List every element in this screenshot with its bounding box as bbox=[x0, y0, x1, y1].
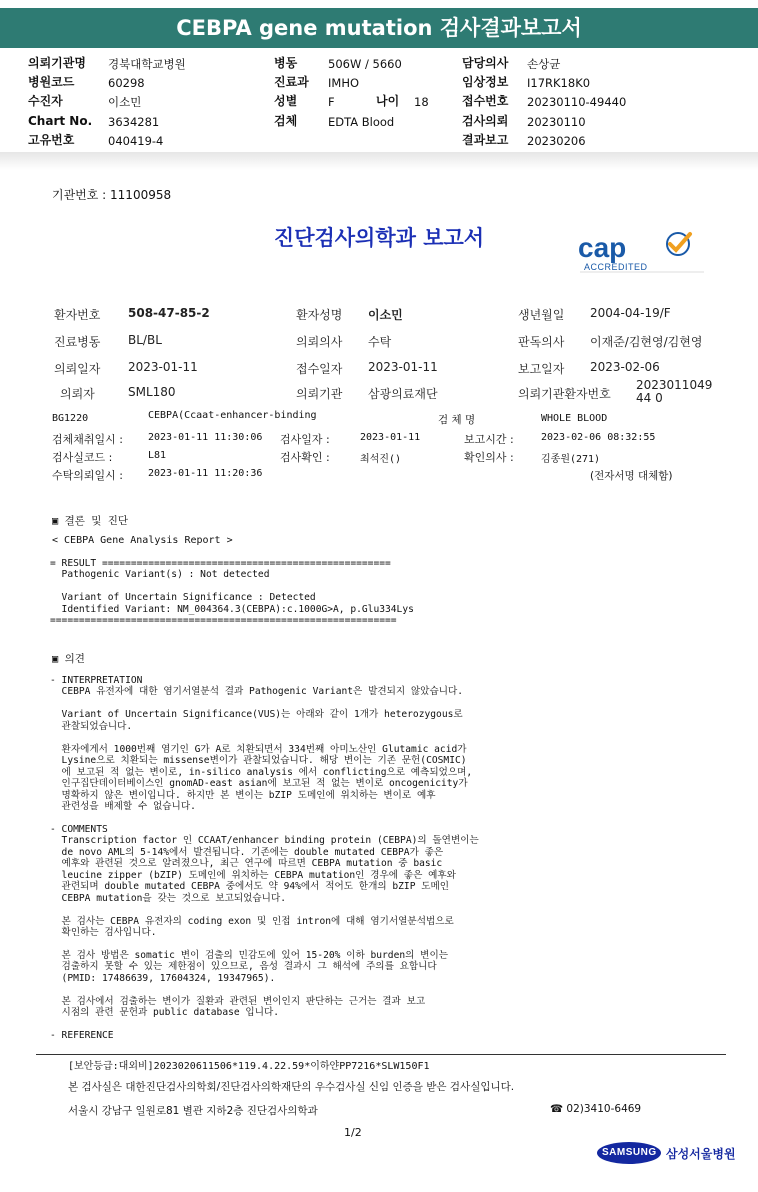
cap-text: cap bbox=[578, 232, 627, 263]
banner-title: CEBPA gene mutation 검사결과보고서 bbox=[0, 8, 758, 48]
grid-label: 의뢰의사 bbox=[296, 335, 343, 349]
header-value: 경북대학교병원 bbox=[108, 57, 186, 71]
header-label: 고유번호 bbox=[28, 133, 75, 147]
info-value: 김종원(271) bbox=[541, 454, 601, 465]
grid-label: 의뢰일자 bbox=[54, 362, 101, 376]
info-value: 최석진() bbox=[360, 454, 402, 465]
grid-value: SML180 bbox=[128, 385, 176, 399]
info-value: L81 bbox=[148, 450, 167, 461]
header-value: 3634281 bbox=[108, 115, 160, 129]
opinion-heading: ▣ 의견 bbox=[52, 653, 85, 665]
grid-value: 수탁 bbox=[368, 335, 392, 349]
grid-label: 판독의사 bbox=[518, 335, 565, 349]
specimen-label: 검 체 명 bbox=[438, 414, 476, 426]
grid-value: 508-47-85-2 bbox=[128, 306, 210, 320]
info-value: 2023-01-11 11:30:06 bbox=[148, 432, 263, 443]
grid-value: 이재준/김현영/김현영 bbox=[590, 335, 703, 349]
footer-divider bbox=[36, 1054, 726, 1055]
info-label: 검사확인 : bbox=[280, 451, 330, 464]
grid-value: 삼광의료재단 bbox=[368, 387, 438, 401]
grid-value: BL/BL bbox=[128, 333, 162, 347]
grid-value: 2004-04-19/F bbox=[590, 306, 671, 320]
header-label: 검체 bbox=[274, 114, 298, 128]
header-label: 결과보고 bbox=[462, 133, 509, 147]
grid-label: 의뢰기관환자번호 bbox=[518, 387, 611, 401]
info-label: 검체채취일시 : bbox=[52, 433, 123, 446]
grid-value: 2023-01-11 bbox=[128, 360, 198, 374]
grid-value: 이소민 bbox=[368, 308, 403, 322]
age-label: 나이 bbox=[376, 94, 400, 108]
specimen-value: WHOLE BLOOD bbox=[541, 413, 608, 424]
header-label: 수진자 bbox=[28, 94, 63, 108]
samsung-wordmark: SAMSUNG bbox=[602, 1147, 657, 1158]
grid-label: 진료병동 bbox=[54, 335, 101, 349]
header-label: 접수번호 bbox=[462, 94, 509, 108]
grid-value: 2023-02-06 bbox=[590, 360, 660, 374]
info-label: 보고시간 : bbox=[464, 433, 514, 446]
e-signature-note: (전자서명 대체함) bbox=[590, 470, 673, 482]
info-value: 2023-01-11 11:20:36 bbox=[148, 468, 263, 479]
grid-label: 의뢰자 bbox=[60, 387, 95, 401]
grid-label: 보고일자 bbox=[518, 362, 565, 376]
info-label: 검사일자 : bbox=[280, 433, 330, 446]
header-value: 이소민 bbox=[108, 95, 142, 109]
header-label: 의뢰기관명 bbox=[28, 56, 86, 70]
info-label: 검사실코드 : bbox=[52, 451, 113, 464]
page-number: 1/2 bbox=[344, 1126, 362, 1139]
grid-label: 의뢰기관 bbox=[296, 387, 343, 401]
header-value: F bbox=[328, 95, 335, 109]
info-value: 2023-02-06 08:32:55 bbox=[541, 432, 656, 443]
header-value: 506W / 5660 bbox=[328, 57, 402, 71]
header-label: Chart No. bbox=[28, 114, 93, 128]
report-name: < CEBPA Gene Analysis Report > bbox=[52, 535, 233, 546]
info-label: 수탁의뢰일시 : bbox=[52, 469, 123, 482]
header-value: IMHO bbox=[328, 76, 360, 90]
header-info bbox=[0, 54, 758, 150]
org-number: 기관번호 : 11100958 bbox=[52, 188, 172, 202]
grid-label: 접수일자 bbox=[296, 362, 343, 376]
hospital-name: 삼성서울병원 bbox=[666, 1147, 736, 1161]
header-label: 담당의사 bbox=[462, 56, 509, 70]
header-value: 20230110 bbox=[527, 115, 586, 129]
cap-sub: ACCREDITED bbox=[584, 262, 648, 272]
header-label: 검사의뢰 bbox=[462, 114, 509, 128]
header-label: 병동 bbox=[274, 56, 298, 70]
grid-value: 2023-01-11 bbox=[368, 360, 438, 374]
cap-accredited-logo bbox=[576, 226, 708, 282]
result-heading: ▣ 결론 및 진단 bbox=[52, 515, 129, 527]
grid-label: 생년월일 bbox=[518, 308, 565, 322]
grid-label: 환자성명 bbox=[296, 308, 343, 322]
header-value: 20230110-49440 bbox=[527, 95, 627, 109]
header-value: 60298 bbox=[108, 76, 145, 90]
age-value: 18 bbox=[414, 95, 429, 109]
header-label: 성별 bbox=[274, 94, 298, 108]
header-label: 임상정보 bbox=[462, 75, 509, 89]
header-divider bbox=[0, 152, 758, 170]
security-line: [보안등급:대외비]2023020611506*119.4.22.59*이하얀PP7216*SLW150F1 bbox=[68, 1061, 430, 1072]
result-block: = RESULT ================================================== Pathogenic Variant(s) : Not detected Variant of Uncertain Significance : Detected Identified Variant: NM_004364.3(CEBPA):c.1000G>A, p.Glu334Lys ============================================================ bbox=[50, 558, 414, 627]
report-title: 진단검사의학과 보고서 bbox=[273, 225, 485, 250]
phone-text: ☎ 02)3410-6469 bbox=[550, 1103, 642, 1115]
opinion-block: - INTERPRETATION CEBPA 유전자에 대한 염기서열분석 결과 Pathogenic Variant은 발견되지 않았습니다. Variant of Uncertain Significance(VUS)는 아래와 같이 1개가 heterozygous로 관찰되었습니다. 환자에게서 1000번째 염기인 G가 A로 치환되면서 334번째 아미노산인 Glutamic acid가 Lysine으로 치환되는 missense변이가 관찰되었습니다. 해당 변이는 기존 문헌(COSMIC) 에 보고된 적 없는 변이로, in-silico analysis 에서 conflicting으로 예측되었으며, 인구집단데이터베이스인 gnomAD-east asian에 보고된 적 없는 변이로 oncogenicity가 명확하지 않은 변이입니다. 하지만 본 변이는 bZIP 도메인에 위치하는 변이로 예후 관련성을 배제할 수 없습니다. - COMMENTS Transcription factor 인 CCAAT/enhancer binding protein (CEBPA)의 돌연변이는 de novo AML의 5-14%에서 발견됩니다. 기존에는 double mutated CEBPA가 좋은 예후와 관련된 것으로 알려졌으나, 최근 연구에 따르면 CEBPA mutation 중 basic leucine zipper (bZIP) 도메인에 위치하는 CEBPA mutation인 경우에 좋은 예후와 관련되며 double mutated CEBPA 중에서도 약 94%에서 적어도 한개의 bZIP 도메인 CEBPA mutation을 갖는 것으로 보고되었습니다. 본 검사는 CEBPA 유전자의 coding exon 및 인접 intron에 대해 염기서열분석법으로 확인하는 검사입니다. 본 검사 방법은 somatic 변이 검출의 민감도에 있어 15-20% 이하 burden의 변이는 검출하지 못할 수 있는 제한점이 있으므로, 음성 결과시 그 해석에 주의를 요합니다 (PMID: 17486639, 17604324, 19347965). 본 검사에서 검출하는 변이가 질환과 관련된 변이인지 판단하는 근거는 결과 보고 시점의 관련 문헌과 public database 입니다. - REFERENCE bbox=[50, 675, 479, 1042]
grid-label: 환자번호 bbox=[54, 308, 101, 322]
address-text: 서울시 강남구 일원로81 별관 지하2층 진단검사의학과 bbox=[68, 1105, 318, 1117]
header-value: 040419-4 bbox=[108, 134, 164, 148]
header-label: 진료과 bbox=[274, 75, 309, 89]
header-value: 손상균 bbox=[527, 57, 561, 71]
certification-text: 본 검사실은 대한진단검사의학회/진단검사의학재단의 우수검사실 신임 인증을 받은 검사실입니다. bbox=[68, 1081, 515, 1093]
header-label: 병원코드 bbox=[28, 75, 75, 89]
header-value: EDTA Blood bbox=[328, 115, 395, 129]
report-banner bbox=[0, 0, 758, 48]
info-label: 확인의사 : bbox=[464, 451, 514, 464]
test-code: BG1220 bbox=[52, 413, 89, 424]
test-name: CEBPA(Ccaat-enhancer-binding bbox=[148, 410, 317, 421]
info-value: 2023-01-11 bbox=[360, 432, 421, 443]
header-value: 20230206 bbox=[527, 134, 586, 148]
header-value: I17RK18K0 bbox=[527, 76, 591, 90]
grid-value: 202301104944 0 bbox=[636, 378, 713, 405]
